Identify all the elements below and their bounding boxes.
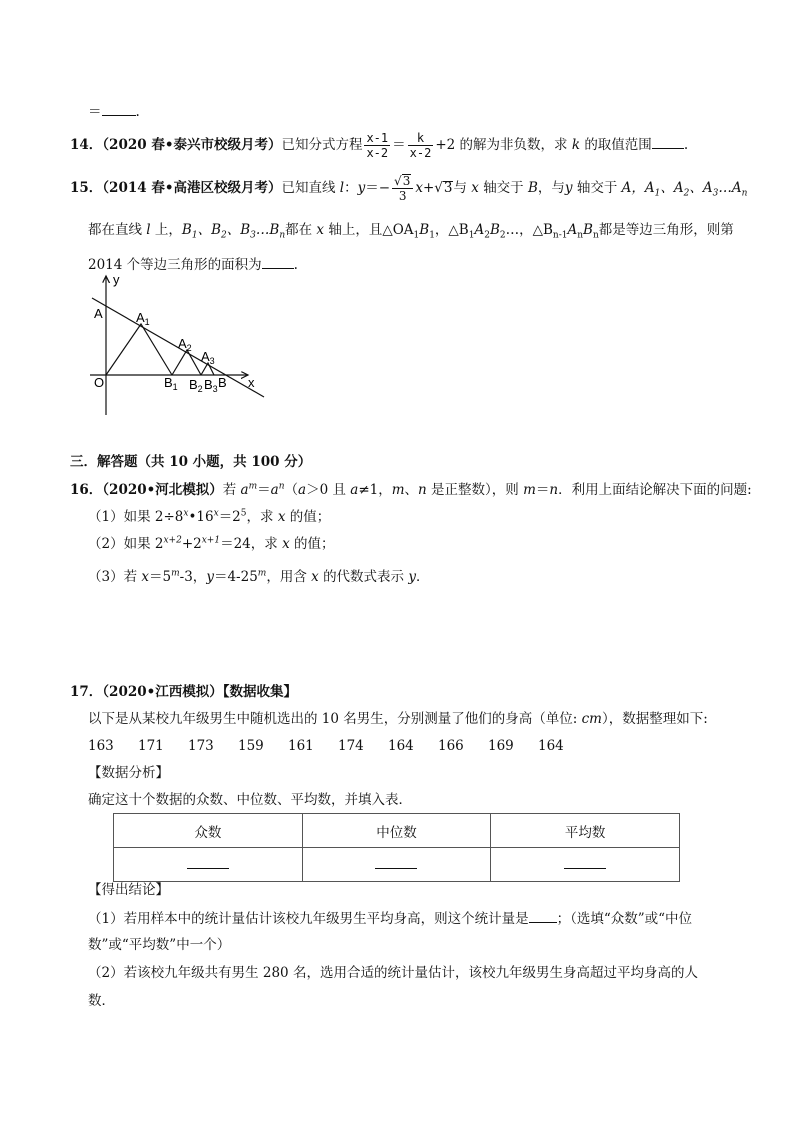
conclusion-part-2-cont: 数． — [88, 993, 115, 1009]
label-A2: $A_2$ — [178, 336, 192, 353]
height-value: 169 — [488, 738, 514, 754]
data-analysis-heading: 【数据分析】 — [88, 765, 169, 781]
table-header-row — [114, 814, 680, 848]
height-value: 164 — [388, 738, 414, 754]
height-value: 159 — [238, 738, 264, 754]
question-number: 16． — [70, 482, 103, 498]
label-y: y — [113, 272, 120, 287]
label-A: A — [94, 306, 103, 321]
label-x: x — [248, 375, 255, 390]
conclusion-part-1-cont: 数”或“平均数”中一个） — [88, 937, 231, 953]
question-16: 16．（2020•河北模拟）若 $a^m=a^n(a>0$ 且 a≠1，m、n 是正整数），则 m＝n．利用上面结论解决下面的问题: — [70, 481, 752, 498]
label-B1: $B_1$ — [164, 375, 178, 392]
height-value: 166 — [438, 738, 464, 754]
conclusion-part-1: （1）若用样本中的统计量估计该校九年级男生平均身高，则这个统计量是 ；（选填“众数”或“中位 — [88, 908, 692, 929]
question-15: 15．（2014 春•高港区校级月考）已知直线 l：y＝− $\frac{√3}{3}$ x+√3与 x 轴交于 B，与y 轴交于 A，$A_1$、$A_2$、$A_3\dots A_n$ — [70, 174, 748, 203]
header-mode: 众数 — [114, 814, 303, 848]
geometry-figure — [86, 270, 276, 420]
answer-mode — [114, 848, 303, 882]
q13-answer-line: ＝ . — [88, 101, 140, 122]
question-source: （2020 春•泰兴市校级月考） — [102, 137, 282, 153]
height-data-list — [88, 736, 588, 756]
label-O: O — [94, 375, 105, 390]
question-source: （2020•江西模拟）【数据收集】 — [102, 684, 297, 700]
statistics-table — [113, 813, 680, 882]
label-B3: $B_3$ — [204, 377, 218, 394]
header-mean: 平均数 — [491, 814, 680, 848]
answer-blank — [652, 134, 684, 149]
question-number: 14． — [70, 137, 103, 153]
height-value: 161 — [288, 738, 314, 754]
fraction-1: $\frac{x-1}{x-2}$ — [366, 131, 389, 160]
question-15-line-3: 2014 个等边三角形的面积为 . — [88, 254, 298, 275]
answer-median — [302, 848, 491, 882]
question-16-part-3: （3）若 $x=5^m-3$，$y=4-25^m$，用含 x 的代数式表示 y． — [88, 568, 430, 585]
label-B: B — [218, 375, 227, 390]
triangle-2 — [172, 350, 201, 375]
question-source: （2020•河北模拟） — [102, 482, 223, 498]
answer-blank — [102, 101, 136, 116]
section-3-title: 三．解答题（共 10 小题，共 100 分） — [70, 454, 312, 470]
question-16-part-2: （2）如果 $2^{x+2}+2^{x+1}=24$，求 x 的值； — [88, 535, 335, 552]
table-answer-row — [114, 848, 680, 882]
label-B2: $B_2$ — [189, 377, 203, 394]
answer-mean — [491, 848, 680, 882]
label-A1: $A_1$ — [136, 310, 150, 327]
question-16-part-1: （1）如果 $2\div 8^x•16^x=2^5$，求 x 的值； — [88, 508, 331, 525]
question-14: 14．（2020 春•泰兴市校级月考）已知分式方程 $\frac{x-1}{x-2}$ ＝ $\frac{k}{x-2}$ +2 的解为非负数，求 k 的取值范围 . — [70, 131, 689, 160]
header-median: 中位数 — [302, 814, 491, 848]
answer-blank — [262, 254, 294, 269]
question-number: 15． — [70, 180, 103, 196]
height-value: 163 — [88, 738, 114, 754]
question-15-line-2: 都在直线 l 上，$B_1$、$B_2$、$B_3\dots B_n$都在 x 轴上，且$\triangle OA_1B_1$，$\triangle B_1A_2B_2\dots$，$\triangle B_{n-1}A_nB_n$都是等边三角形，则第 — [88, 222, 734, 241]
height-value: 164 — [538, 738, 564, 754]
data-analysis-task: 确定这十个数据的众数、中位数、平均数，并填入表． — [88, 792, 412, 808]
answer-blank — [529, 908, 557, 923]
label-A3: $A_3$ — [201, 349, 215, 366]
triangle-1 — [106, 324, 172, 375]
height-value: 174 — [338, 738, 364, 754]
height-value: 173 — [188, 738, 214, 754]
height-value: 171 — [138, 738, 164, 754]
conclusion-heading: 【得出结论】 — [88, 882, 169, 898]
fraction-sqrt3-over-3: $\frac{√3}{3}$ — [392, 174, 413, 203]
question-source: （2014 春•高港区校级月考） — [102, 180, 282, 196]
question-17-intro: 以下是从某校九年级男生中随机选出的 10 名男生，分别测量了他们的身高（单位: cm），数据整理如下: — [88, 711, 708, 727]
fraction-2: $\frac{k}{x-2}$ — [409, 131, 432, 160]
sqrt-3: 3 — [443, 180, 453, 196]
question-17 — [70, 682, 297, 702]
question-number: 17． — [70, 684, 103, 700]
conclusion-part-2: （2）若该校九年级共有男生 280 名，选用合适的统计量估计，该校九年级男生身高超过平均身高的人 — [88, 965, 698, 981]
